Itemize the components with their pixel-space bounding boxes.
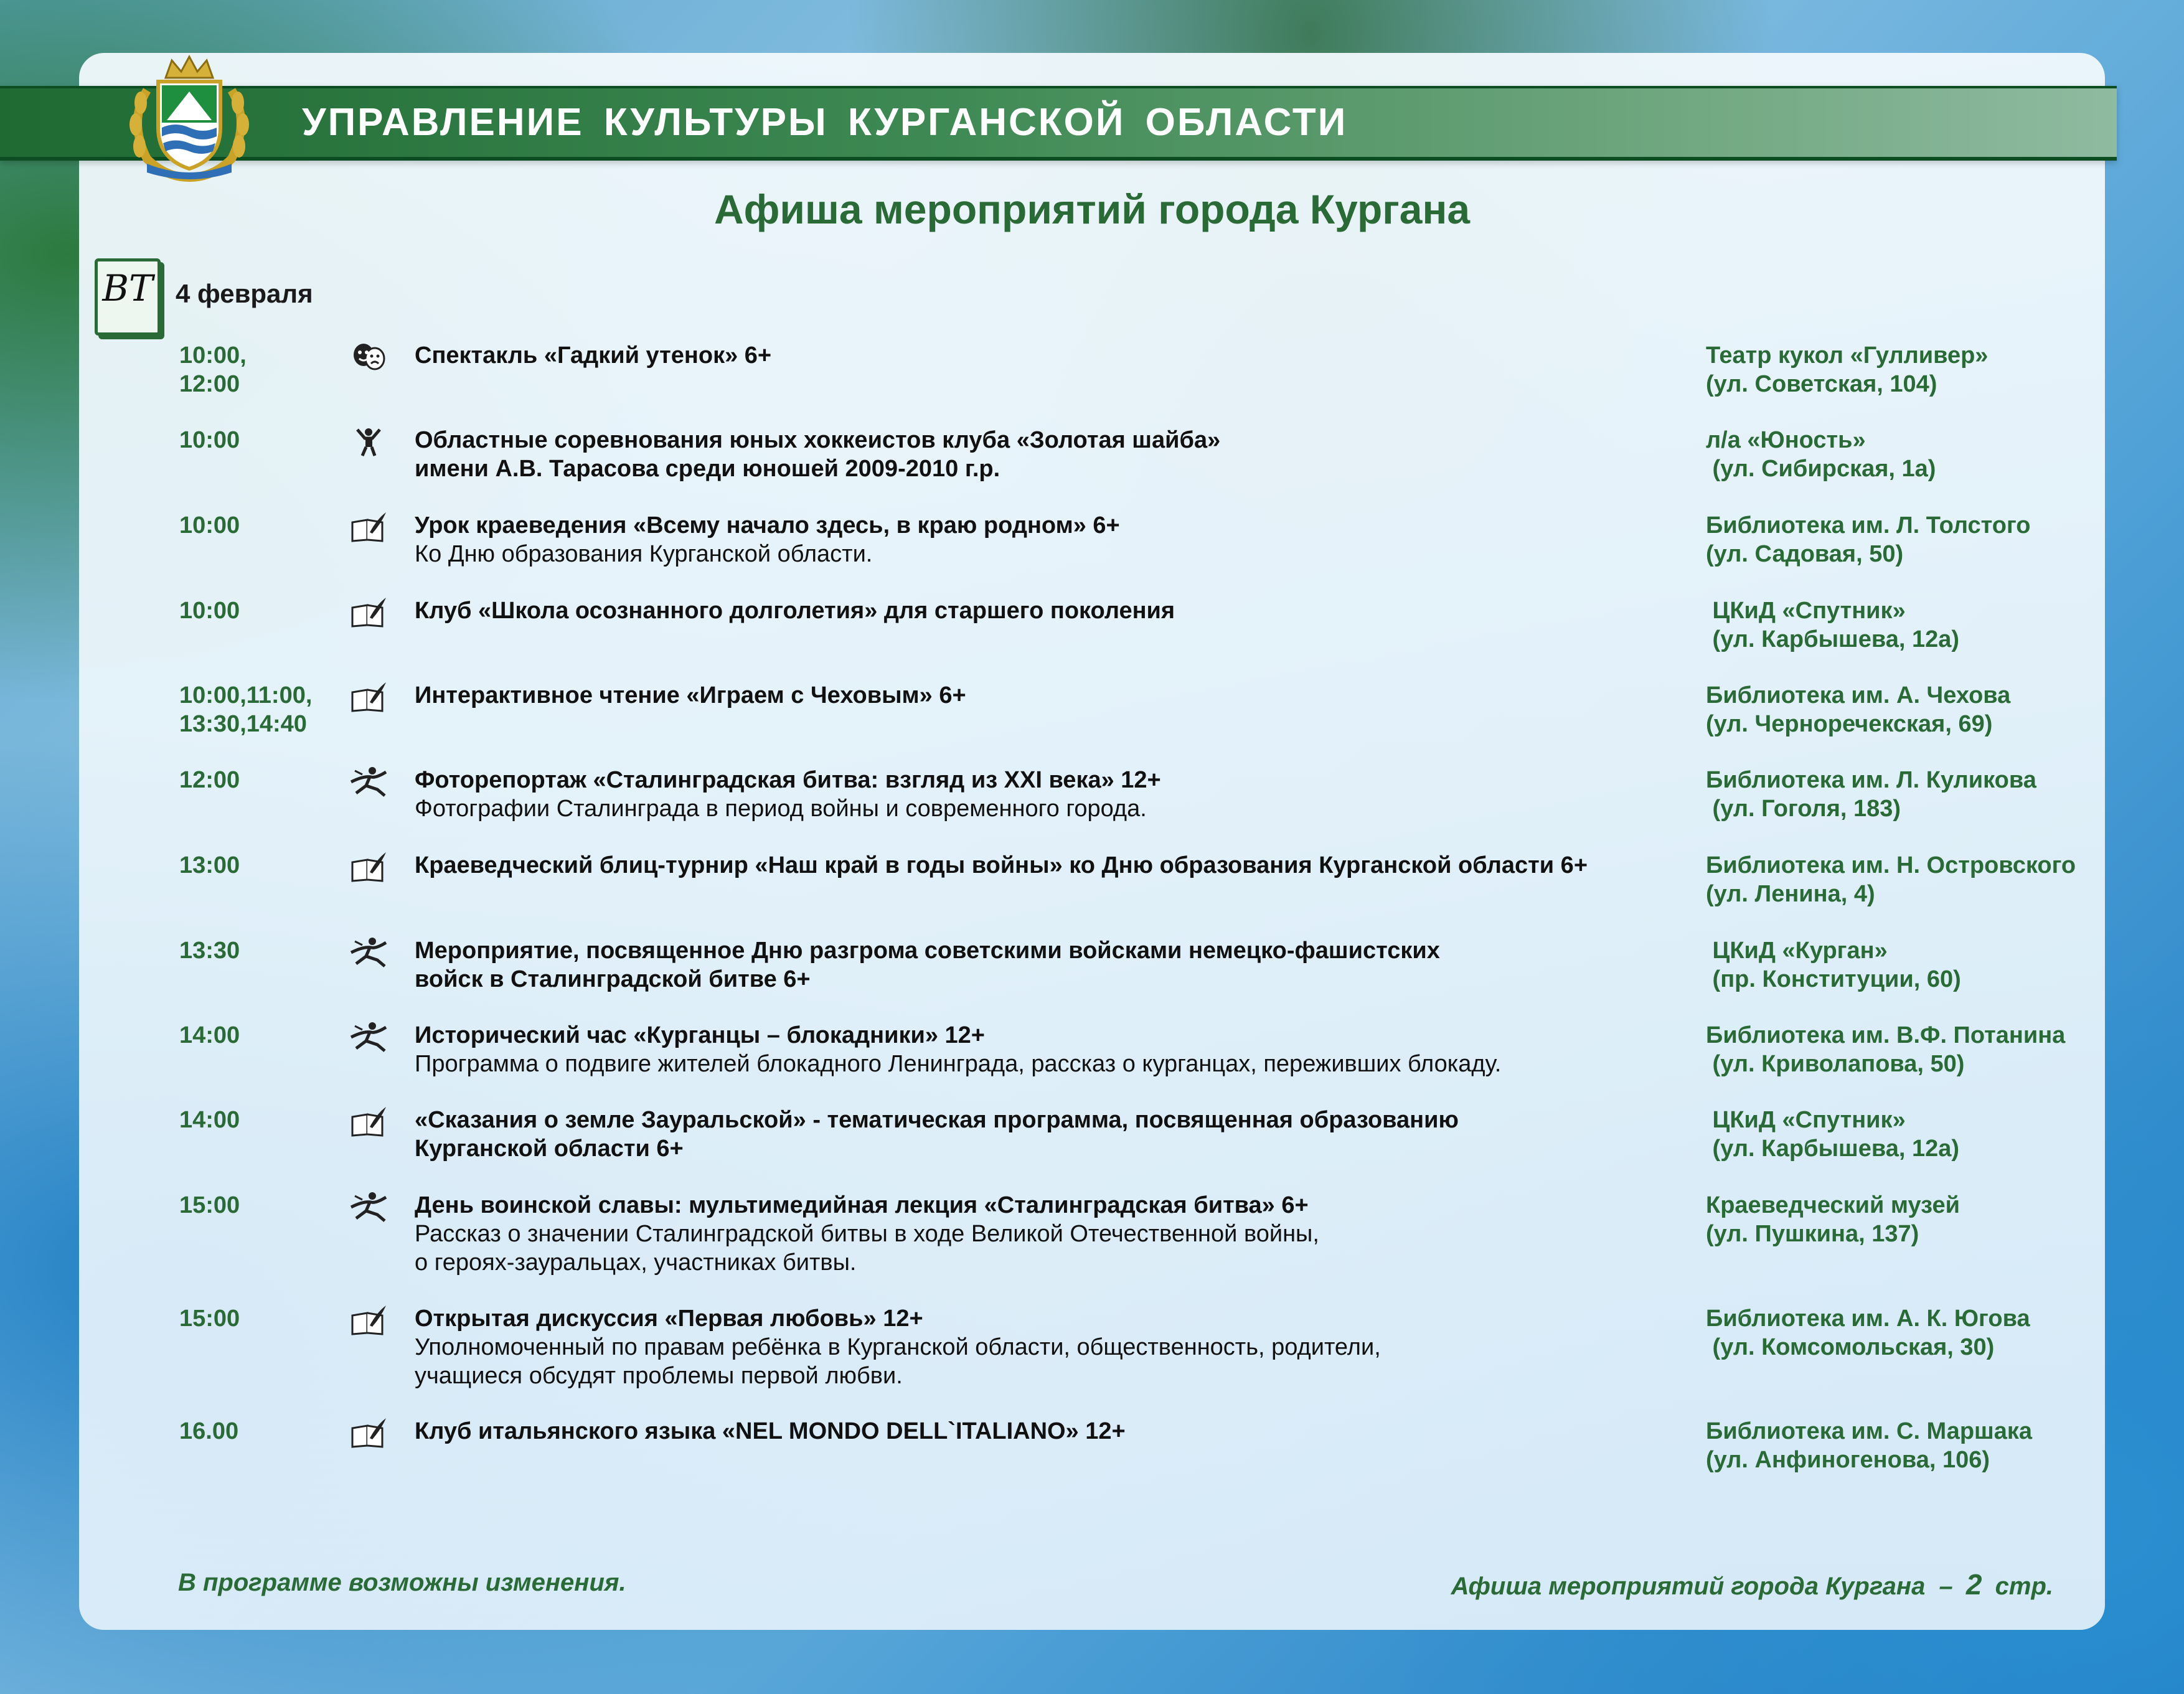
event-venue	[1706, 1106, 2142, 1163]
event-time: 13:00	[179, 852, 240, 878]
event-title: Спектакль «Гадкий утенок» 6+	[415, 342, 772, 369]
event-venue	[1706, 766, 2142, 823]
venue-address: (ул. Карбышева, 12а)	[1706, 1136, 1959, 1162]
event-title: Мероприятие, посвященное Дню разгрома советскими войсками немецко-фашистских войск в Сталинградской битве 6+	[415, 938, 1440, 992]
event-description	[415, 341, 1672, 370]
event-venue	[1706, 1417, 2142, 1474]
org-title: УПРАВЛЕНИЕ КУЛЬТУРЫ КУРГАНСКОЙ ОБЛАСТИ	[302, 101, 1348, 144]
event-time: 16.00	[179, 1418, 239, 1444]
event-time: 14:00	[179, 1022, 240, 1048]
book-quill-icon	[349, 511, 388, 542]
dancer-icon	[349, 1191, 388, 1222]
venue-address: (ул. Гоголя, 183)	[1706, 796, 1901, 822]
page-suffix: стр.	[1995, 1573, 2053, 1600]
venue-name: Краеведческий музей	[1706, 1192, 1960, 1218]
venue-name: ЦКиД «Спутник»	[1706, 598, 1906, 624]
venue-name: Библиотека им. С. Маршака	[1706, 1418, 2032, 1444]
weekday-book-icon	[91, 252, 162, 334]
event-title: Исторический час «Курганцы – блокадники» 12+	[415, 1022, 985, 1048]
venue-name: Театр кукол «Гулливер»	[1706, 342, 1989, 369]
venue-name: Библиотека им. Н. Островского	[1706, 852, 2076, 878]
event-title: Интерактивное чтение «Играем с Чеховым» 6+	[415, 682, 966, 708]
event-venue	[1706, 681, 2142, 738]
event-time: 10:00,11:00, 13:30,14:40	[179, 682, 313, 737]
venue-address: (ул. Карбышева, 12а)	[1706, 626, 1959, 652]
book-quill-icon	[349, 1304, 388, 1335]
event-title: Краеведческий блиц-турнир «Наш край в годы войны» ко Дню образования Курганской области 6+	[415, 852, 1588, 878]
book-quill-icon	[349, 1106, 388, 1137]
changes-note: В программе возможны изменения.	[178, 1569, 626, 1596]
event-subtitle: Уполномоченный по правам ребёнка в Курганской области, общественность, родители, учащиеся обсудят проблемы первой любви.	[415, 1334, 1381, 1389]
event-description	[415, 681, 1672, 710]
event-time: 10:00	[179, 427, 240, 453]
venue-name: Библиотека им. В.Ф. Потанина	[1706, 1022, 2066, 1048]
event-subtitle: Ко Дню образования Курганской области.	[415, 541, 873, 567]
venue-address: (ул. Ленина, 4)	[1706, 881, 1875, 907]
venue-address: (пр. Конституции, 60)	[1706, 966, 1961, 992]
event-time: 10:00	[179, 512, 240, 539]
page-title: Афиша мероприятий города Кургана	[713, 186, 1471, 232]
event-time: 12:00	[179, 767, 240, 793]
venue-name: Библиотека им. А. К. Югова	[1706, 1306, 2030, 1332]
event-venue	[1706, 341, 2142, 398]
dancer-icon	[349, 936, 388, 967]
event-venue	[1706, 1304, 2142, 1362]
event-venue	[1706, 851, 2142, 908]
event-title: Областные соревнования юных хоккеистов клуба «Золотая шайба» имени А.В. Тарасова среди юношей 2009-2010 г.р.	[415, 427, 1221, 482]
dancer-icon	[349, 1021, 388, 1052]
book-quill-icon	[349, 851, 388, 882]
event-title: «Сказания о земле Зауральской» - тематическая программа, посвященная образованию Курганской области 6+	[415, 1107, 1459, 1162]
event-venue	[1706, 596, 2142, 654]
event-description	[415, 426, 1672, 483]
event-venue	[1706, 1191, 2142, 1248]
theater-masks-icon	[349, 341, 388, 372]
event-description	[415, 936, 1672, 994]
athlete-icon	[349, 426, 388, 457]
event-time: 10:00	[179, 598, 240, 624]
event-subtitle: Фотографии Сталинграда в период войны и современного города.	[415, 796, 1147, 822]
venue-address: (ул. Анфиногенова, 106)	[1706, 1447, 1990, 1473]
event-description	[415, 1417, 1672, 1446]
event-time: 15:00	[179, 1306, 240, 1332]
venue-name: ЦКиД «Спутник»	[1706, 1107, 1906, 1133]
event-venue	[1706, 936, 2142, 994]
weekday-label: ВТ	[102, 267, 153, 309]
book-quill-icon	[349, 596, 388, 628]
event-description	[415, 1021, 1672, 1078]
event-subtitle: Программа о подвиге жителей блокадного Ленинграда, рассказ о курганцах, переживших блокаду.	[415, 1051, 1502, 1077]
venue-name: Библиотека им. А. Чехова	[1706, 682, 2011, 708]
event-subtitle: Рассказ о значении Сталинградской битвы в ходе Великой Отечественной войны, о героях-зауральцах, участниках битвы.	[415, 1221, 1319, 1276]
venue-address: (ул. Садовая, 50)	[1706, 541, 1904, 567]
event-time: 15:00	[179, 1192, 240, 1218]
event-title: Клуб «Школа осознанного долголетия» для старшего поколения	[415, 598, 1175, 624]
event-date: 4 февраля	[176, 279, 313, 308]
venue-address: (ул. Черноречекская, 69)	[1706, 711, 1993, 737]
page-number: 2	[1965, 1568, 1982, 1601]
venue-address: (ул. Криволапова, 50)	[1706, 1051, 1965, 1077]
content-panel	[79, 53, 2105, 1630]
venue-address: (ул. Советская, 104)	[1706, 371, 1937, 397]
event-title: Фоторепортаж «Сталинградская битва: взгляд из XXI века» 12+	[415, 767, 1161, 793]
event-venue	[1706, 511, 2142, 568]
venue-address: (ул. Пушкина, 137)	[1706, 1221, 1919, 1247]
afisha-label: Афиша мероприятий города Кургана –	[1451, 1573, 1953, 1600]
venue-name: ЦКиД «Курган»	[1706, 938, 1888, 964]
book-quill-icon	[349, 681, 388, 712]
event-title: Урок краеведения «Всему начало здесь, в краю родном» 6+	[415, 512, 1120, 539]
venue-address: (ул. Сибирская, 1а)	[1706, 456, 1936, 482]
event-description	[415, 766, 1672, 823]
book-quill-icon	[349, 1417, 388, 1448]
event-time: 10:00, 12:00	[179, 342, 247, 397]
event-title: Открытая дискуссия «Первая любовь» 12+	[415, 1306, 923, 1332]
event-venue	[1706, 1021, 2142, 1078]
venue-name: л/а «Юность»	[1706, 427, 1866, 453]
event-description	[415, 1106, 1672, 1163]
venue-name: Библиотека им. Л. Куликова	[1706, 767, 2036, 793]
event-time: 13:30	[179, 938, 240, 964]
page-footer	[1451, 1568, 2053, 1601]
event-title: Клуб итальянского языка «NEL MONDO DELL`ITALIANO» 12+	[415, 1418, 1126, 1444]
event-description	[415, 1304, 1672, 1390]
event-description	[415, 511, 1672, 568]
event-description	[415, 851, 1672, 880]
venue-name: Библиотека им. Л. Толстого	[1706, 512, 2031, 539]
event-description	[415, 596, 1672, 625]
venue-address: (ул. Комсомольская, 30)	[1706, 1334, 1995, 1360]
event-venue	[1706, 426, 2142, 483]
event-time: 14:00	[179, 1107, 240, 1133]
dancer-icon	[349, 766, 388, 797]
coat-of-arms-icon	[122, 53, 257, 184]
event-description	[415, 1191, 1672, 1277]
event-title: День воинской славы: мультимедийная лекция «Сталинградская битва» 6+	[415, 1192, 1309, 1218]
